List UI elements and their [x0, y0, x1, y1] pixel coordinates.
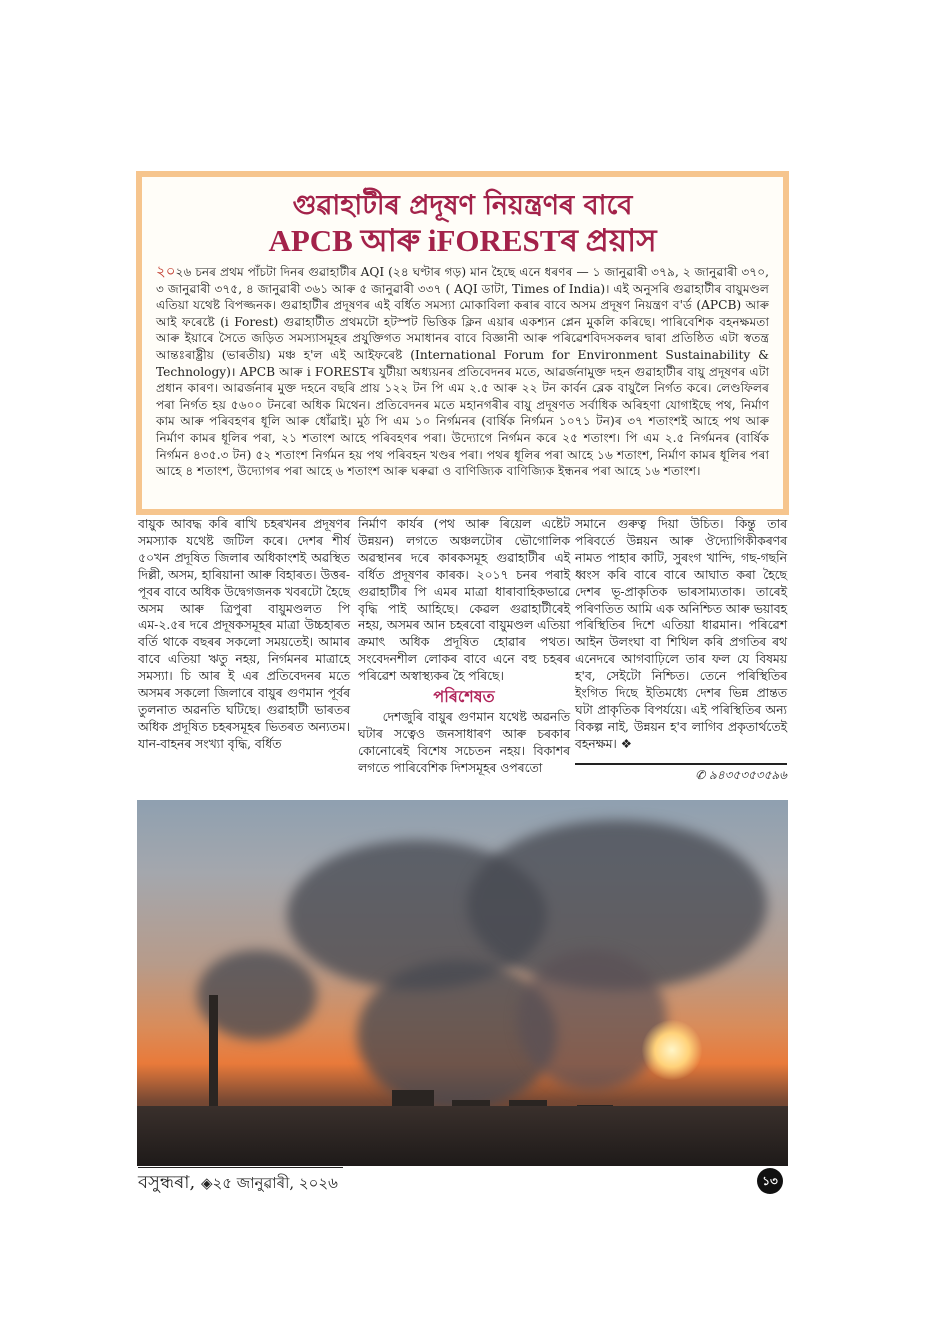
- intro-lead: ২০: [156, 262, 176, 280]
- column-2-text: নিৰ্মাণ কাৰ্যৰ (পথ আৰু ৰিয়েল এষ্টেট উন্নয়ন) লগতে অঞ্চলটোৰ ভৌগোলিক অৱস্থানৰ দৰে কাৰকসমূহ গুৱাহাটীৰ এই বৰ্ধিত প্ৰদূষণৰ কাৰক। ২০১৭ চনৰ পৰাই গুৱাহাটীৰ পি এমৰ মাত্ৰা ধাৰাবাহিকভাৱে বৃদ্ধি পাই আহিছে। কেৱল গুৱাহাটীৰেই নহয়, অসমৰ আন চহৰবো বায়ুমণ্ডল এতিয়া ক্ৰমাৎ অধিক প্ৰদূষিত হোৱাৰ পথত। সংবেদনশীল লোকৰ বাবে এনে বহু চহৰৰ পৰিৱেশ অস্বাস্থ্যকৰ হৈ পৰিছে।: [358, 517, 570, 684]
- author-phone: ✆ ৯৪৩৫৩৫৩৫৯৬: [575, 763, 787, 784]
- footer: [138, 1168, 338, 1199]
- article-header-box: [136, 171, 789, 515]
- column-1: বায়ুক আবদ্ধ কৰি ৰাখি চহৰখনৰ প্ৰদূষণৰ সমস্যাক যথেষ্ট জটিল কৰে। দেশৰ শীৰ্ষ ৫০খন প্ৰদূষিত জিলাৰ অধিকাংশই অৱস্থিত দিল্লী, অসম, হাৰিয়ানা আৰু বিহাৰত। উত্তৰ-পূবৰ বাবে অধিক উদ্বেগজনক খবৰটো হৈছে অসম আৰু ত্ৰিপুৰা বায়ুমণ্ডলত পি এম-২.৫ৰ দৰে প্ৰদূষকসমূহৰ মাত্ৰা উচ্চহাৰত বৰ্তি থাকে বছৰৰ সকলো সময়তেই। আমাৰ বাবে এতিয়া ঋতু নহয়, নিৰ্গমনৰ মাত্ৰাহে সমস্যা। চি আৰ ই এৰ প্ৰতিবেদনৰ মতে অসমৰ সকলো জিলাৰে বায়ুৰ গুণমান পূৰ্বৰ তুলনাত অৱনতি ঘটিছে। গুৱাহাটী ভাৰতৰ অধিক প্ৰদূষিত চহৰসমূহৰ ভিতৰত অন্যতম। যান-বাহনৰ সংখ্যা বৃদ্ধি, বৰ্ধিত: [138, 517, 350, 751]
- article-intro: [156, 263, 769, 480]
- column-3: [575, 516, 787, 784]
- smoke-cloud: [517, 950, 667, 1090]
- intro-text: ২৬ চনৰ প্ৰথম পাঁচটা দিনৰ গুৱাহাটীৰ AQI (২৪ ঘণ্টাৰ গড়) মান হৈছে এনে ধৰণৰ — ১ জানুৱাৰী ৩৭৯, ২ জানুৱাৰী ৩৭০, ৩ জানুৱাৰী ৩৭৫, ৪ জানুৱাৰী ৩৬১ আৰু ৫ জানুৱাৰী ৩৩৭ ( AQI ডাটা, Times of India)। এই অনুসৰি গুৱাহাটীৰ বায়ুমণ্ডল এতিয়া যথেষ্ট বিপজ্জনক। গুৱাহাটীৰ প্ৰদূষণৰ এই বৰ্ধিত সমস্যা মোকাবিলা কৰাৰ বাবে অসম প্ৰদূষণ নিয়ন্ত্ৰণ ব'ৰ্ড (APCB) আৰু আই ফৰেষ্টে (i Forest) গুৱাহাটীত প্ৰথমটো হটস্পট ভিত্তিক ক্লিন এয়াৰ একশ্যন প্লেন মুকলি কৰিছে। পাৰিবেশিক বহনক্ষমতা আৰু ইয়াৰে সৈতে জড়িত সমস্যাসমূহৰ প্ৰযুক্তিগত সমাধানৰ বাবে বিজ্ঞানী আৰু পৰিৱেশবিদসকলৰ দ্বাৰা প্ৰতিষ্ঠিত এটা স্বতন্ত্ৰ আন্তঃৰাষ্ট্ৰীয় (ভাৰতীয়) মঞ্চ হ'ল এই আইফৰেষ্ট (International Forum for Environment Sustainability & Technology)। APCB আৰু i FORESTৰ যুটীয়া অধ্যয়নৰ প্ৰতিবেদনৰ মতে, আৱৰ্জনামুক্ত দহন গুৱাহাটীৰ বায়ু প্ৰদূষণৰ এটা প্ৰধান কাৰণ। আৱৰ্জনাৰ মুক্ত দহনে বছৰি প্ৰায় ১২২ টন পি এম ২.৫ আৰু ২২ টন কাৰ্বন ব্লেক বায়ুলৈ নিৰ্গত কৰে। লেণ্ডফিলৰ পৰা নিৰ্গত হয় ৫৬০০ টনৰো অধিক মিথেন। প্ৰতিবেদনৰ মতে মহানগৰীৰ বায়ু প্ৰদূষণত সৰ্বাধিক অৰিহণা যোগাইছে পথ, নিৰ্মাণ কাম আৰু পৰিবহণৰ ধূলি আৰু ধোঁৱাই। মুঠ পি এম ১০ নিৰ্গমনৰ (বাৰ্ষিক নিৰ্গমন ১০৭১ টন)ৰ ৩৭ শতাংশই আহে পথ আৰু নিৰ্মাণ কামৰ ধূলিৰ পৰা, ২১ শতাংশ আহে পৰিবহণৰ পৰা। উদ্যোগে নিৰ্গমন কৰে ২৫ শতাংশ। পি এম ২.৫ নিৰ্গমনৰ (বাৰ্ষিক নিৰ্গমন ৪৩৫.৩ টন) ৫২ শতাংশ নিৰ্গমন হয় পথ পৰিবহন খণ্ডৰ পৰা। পথৰ ধূলিৰ পৰা আহে ১৬ শতাংশ, নিৰ্মাণ কামৰ ধূলিৰ পৰা আহে ৪ শতাংশ, উদ্যোগৰ পৰা আহে ৬ শতাংশ আৰু ঘৰুৱা ও বাণিজ্যিক বাণিজ্যিক ইন্ধনৰ পৰা আহে ১৬ শতাংশ।: [156, 265, 769, 479]
- column-3-text: সমানে গুৰুত্ব দিয়া উচিত। কিন্তু তাৰ পৰিবৰ্তে উন্নয়ন আৰু ঔদ্যোগিকীকৰণৰ নামত পাহাৰ কাটি, সুৰংগ খান্দি, গছ-গছনি ধ্বংস কৰি বাৰে বাৰে আঘাত কৰা হৈছে দেশৰ ভূ-প্ৰাকৃতিক ভাৰসাম্যতাক। তাৰেই পৰিণতিত আমি এক অনিশ্চিত আৰু ভয়াবহ পৰিস্থিতিৰ দিশে এতিয়া ধাৱমান। পৰিৱেশ আইন উলংঘা বা শিথিল কৰি প্ৰগতিৰ ৰথ এনেদৰে আগবাঢ়িলে তাৰ ফল যে বিষময় হ'ব, সেইটো নিশ্চিত। তেনে পৰিস্থিতিৰ ইংগিত দিছে ইতিমধ্যে দেশৰ ভিন্ন প্ৰান্তত ঘটা প্ৰাকৃতিক বিপৰ্যয়ে। এই পৰিস্থিতিৰ অন্য বিকল্প নাই, উন্নয়ন হ'ব লাগিব প্ৰকৃতাৰ্থতেই বহনক্ষম। ❖: [575, 517, 787, 751]
- article-title-line2: APCB আৰু iFORESTৰ প্ৰয়াস: [268, 223, 657, 258]
- sun: [642, 1020, 702, 1080]
- column-2-conclusion: দেশজুৰি বায়ুৰ গুণমান যথেষ্ট অৱনতি ঘটাৰ সত্বেও জনসাধাৰণ আৰু চৰকাৰ কোনোৰেই বিশেষ সচেতন নহয়। বিকাশৰ লগতে পাৰিবেশিক দিশসমূহৰ ওপৰতো: [358, 709, 570, 775]
- page-number: ১৩: [757, 1168, 783, 1194]
- ground: [137, 1106, 788, 1166]
- subheading: পৰিশেষত: [433, 687, 495, 707]
- smokestack: [209, 995, 218, 1115]
- pollution-photo: [137, 800, 788, 1166]
- magazine-name: বসুন্ধৰা,: [138, 1172, 196, 1193]
- column-2: [358, 516, 570, 777]
- article-title-line1: গুৱাহাটীৰ প্ৰদূষণ নিয়ন্ত্ৰণৰ বাবে: [292, 190, 633, 221]
- issue-date: ◈২৫ জানুৱাৰী, ২০২৬: [200, 1174, 338, 1192]
